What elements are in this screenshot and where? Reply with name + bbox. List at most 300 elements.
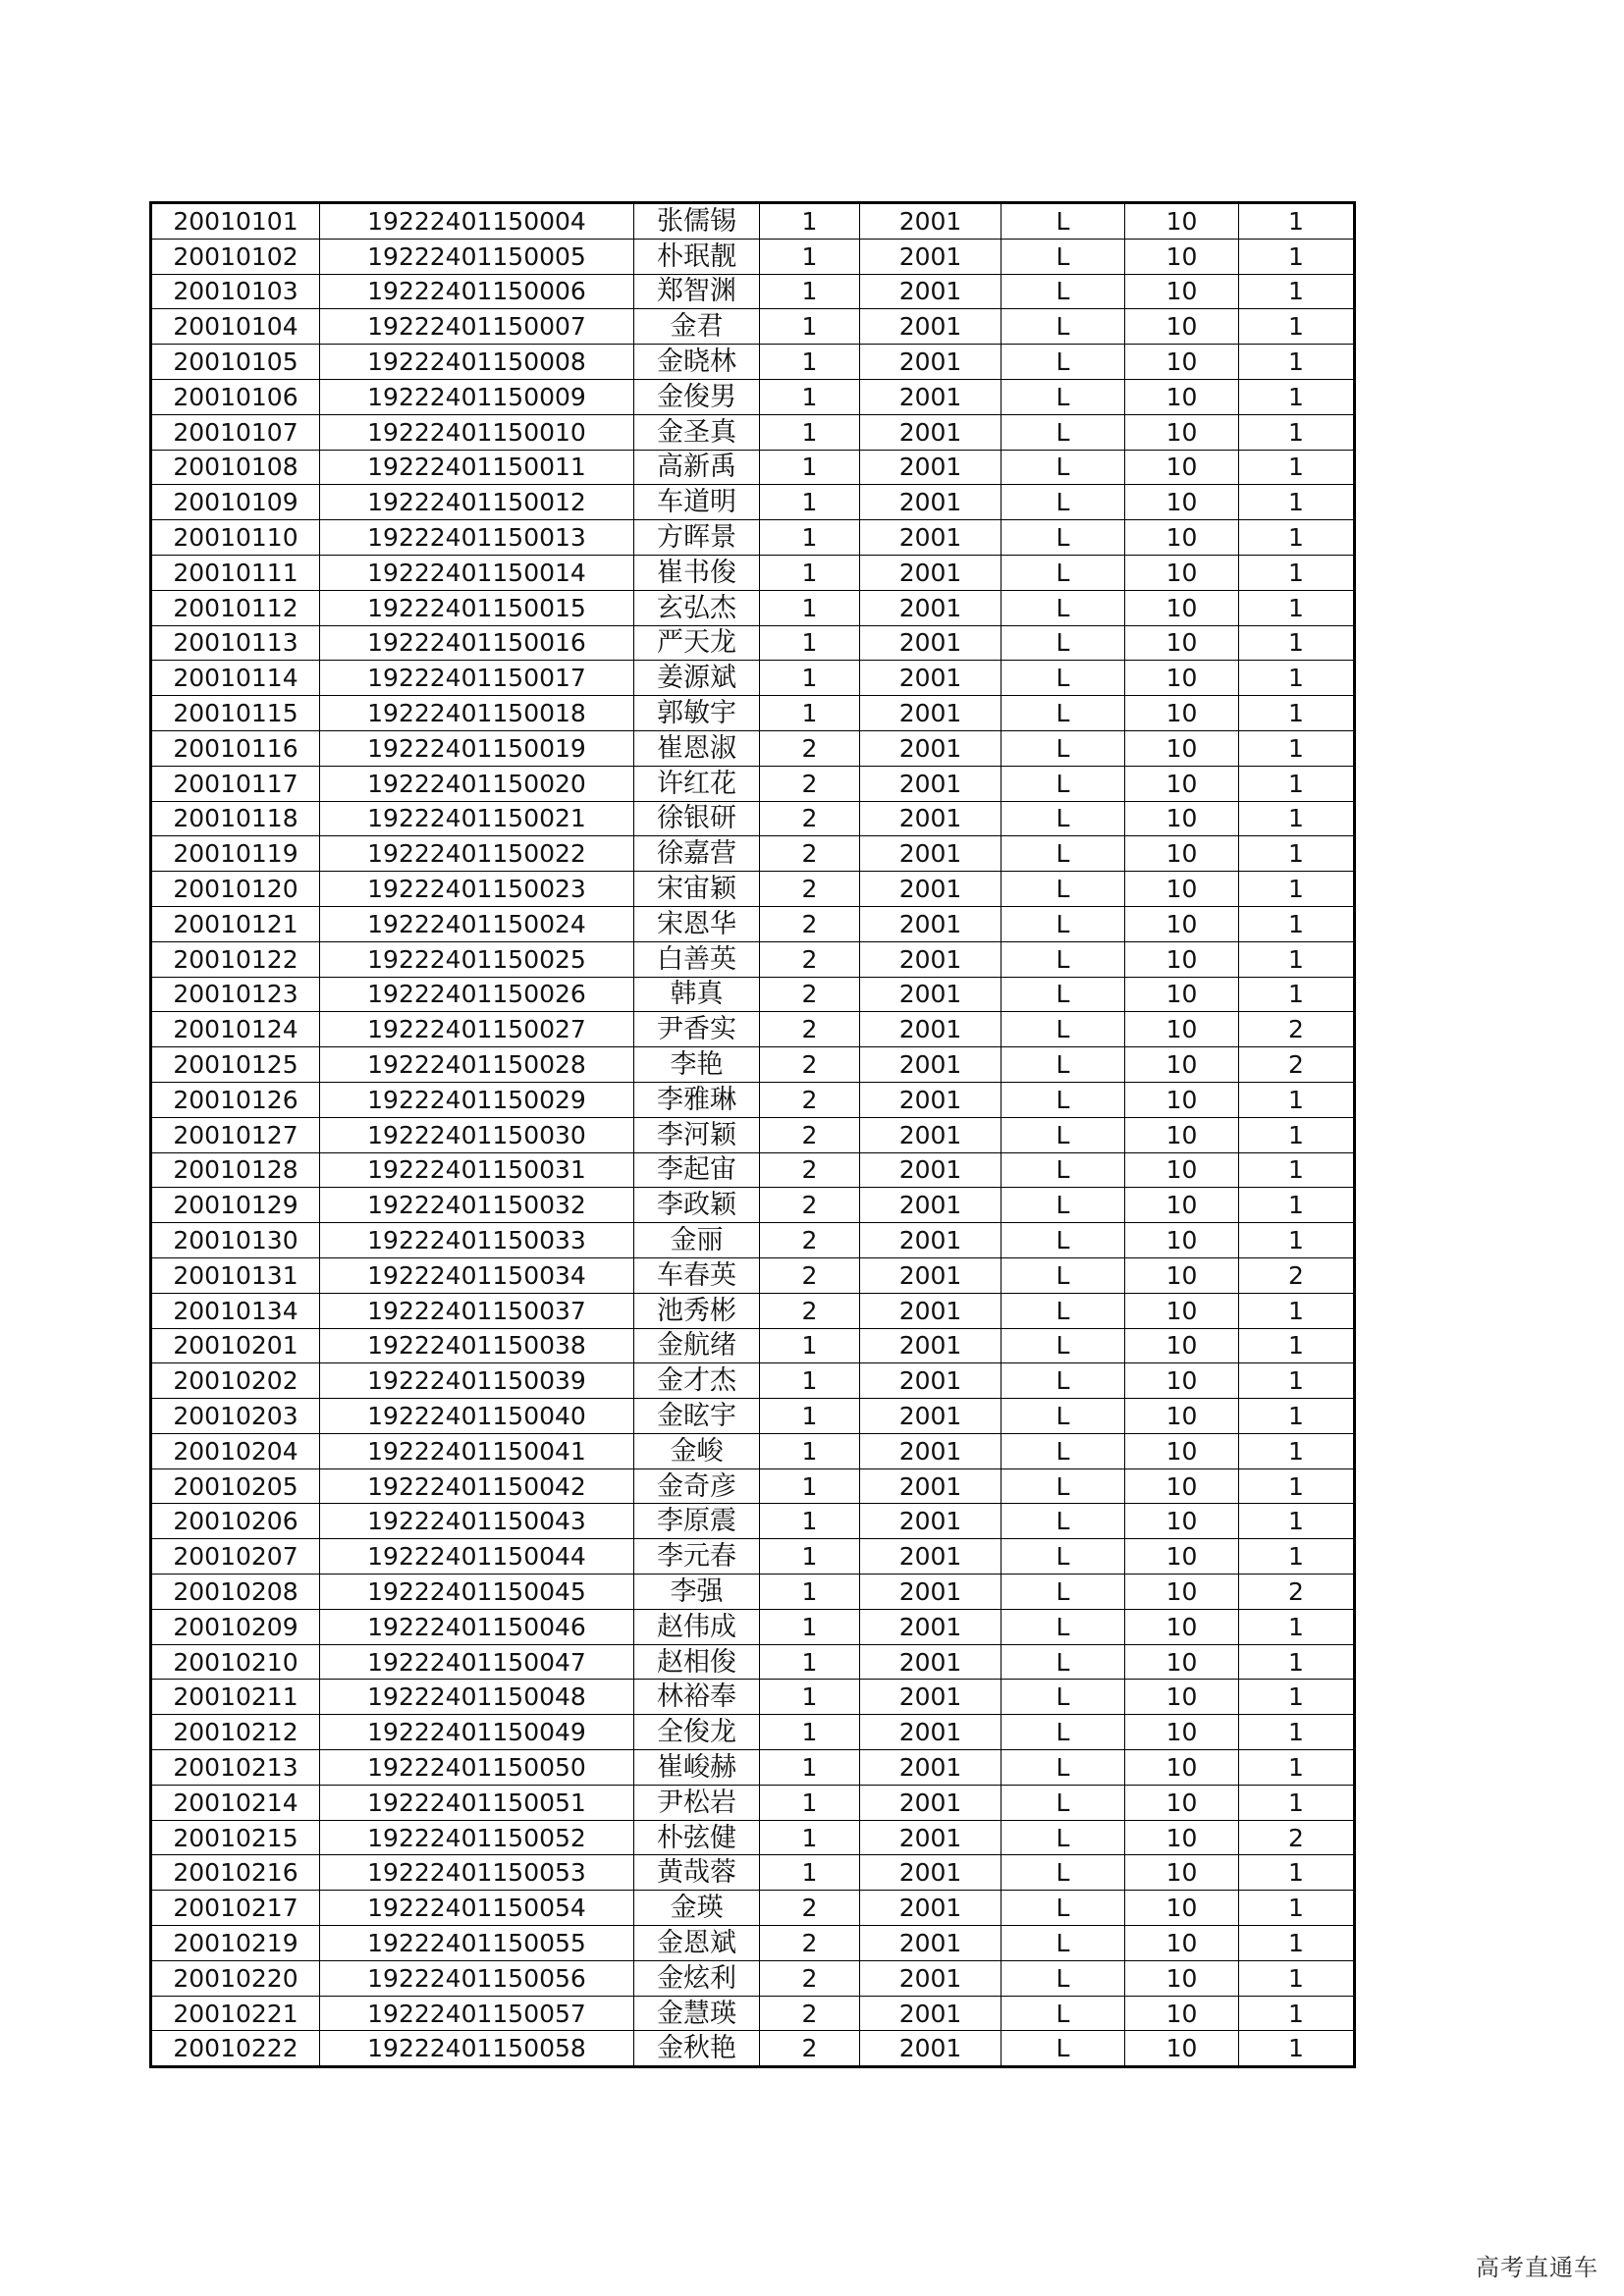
table-row <box>151 1855 1355 1891</box>
exam-number-cell: 20010206 <box>151 1504 320 1539</box>
code-cell: 2001 <box>860 274 1001 309</box>
exam-number-cell: 20010104 <box>151 309 320 345</box>
code-cell: 2001 <box>860 414 1001 450</box>
name-cell: 金航绪 <box>634 1328 760 1363</box>
level-cell: 1 <box>1239 625 1355 661</box>
category-cell: 1 <box>760 450 860 485</box>
code-cell: 2001 <box>860 1152 1001 1188</box>
name-cell: 宋恩华 <box>634 906 760 941</box>
score-cell: 10 <box>1125 1433 1239 1468</box>
type-cell: L <box>1001 239 1125 274</box>
type-cell: L <box>1001 450 1125 485</box>
level-cell: 1 <box>1239 872 1355 907</box>
type-cell: L <box>1001 730 1125 766</box>
exam-number-cell: 20010101 <box>151 203 320 240</box>
level-cell: 1 <box>1239 1223 1355 1258</box>
registration-id-cell: 19222401150015 <box>320 590 634 625</box>
name-cell: 金炫利 <box>634 1960 760 1996</box>
type-cell: L <box>1001 1328 1125 1363</box>
table-row <box>151 345 1355 380</box>
level-cell: 1 <box>1239 1926 1355 1961</box>
code-cell: 2001 <box>860 345 1001 380</box>
code-cell: 2001 <box>860 941 1001 977</box>
table-row <box>151 872 1355 907</box>
level-cell: 2 <box>1239 1820 1355 1855</box>
code-cell: 2001 <box>860 1117 1001 1152</box>
score-cell: 10 <box>1125 1082 1239 1117</box>
table-row <box>151 1996 1355 2031</box>
code-cell: 2001 <box>860 1609 1001 1644</box>
type-cell: L <box>1001 1680 1125 1715</box>
category-cell: 2 <box>760 1293 860 1328</box>
name-cell: 池秀彬 <box>634 1293 760 1328</box>
category-cell: 1 <box>760 274 860 309</box>
type-cell: L <box>1001 625 1125 661</box>
table-row <box>151 309 1355 345</box>
exam-number-cell: 20010219 <box>151 1926 320 1961</box>
code-cell: 2001 <box>860 625 1001 661</box>
type-cell: L <box>1001 555 1125 590</box>
score-cell: 10 <box>1125 1891 1239 1926</box>
category-cell: 2 <box>760 906 860 941</box>
level-cell: 1 <box>1239 309 1355 345</box>
exam-number-cell: 20010106 <box>151 379 320 414</box>
type-cell: L <box>1001 1539 1125 1575</box>
score-cell: 10 <box>1125 977 1239 1012</box>
table-row <box>151 696 1355 731</box>
score-cell: 10 <box>1125 1820 1239 1855</box>
score-cell: 10 <box>1125 1468 1239 1504</box>
code-cell: 2001 <box>860 590 1001 625</box>
category-cell: 1 <box>760 1328 860 1363</box>
category-cell: 1 <box>760 1363 860 1399</box>
name-cell: 赵伟成 <box>634 1609 760 1644</box>
score-cell: 10 <box>1125 872 1239 907</box>
score-cell: 10 <box>1125 1715 1239 1750</box>
score-cell: 10 <box>1125 1293 1239 1328</box>
score-cell: 10 <box>1125 203 1239 240</box>
registration-id-cell: 19222401150026 <box>320 977 634 1012</box>
exam-number-cell: 20010116 <box>151 730 320 766</box>
code-cell: 2001 <box>860 836 1001 872</box>
name-cell: 金瑛 <box>634 1891 760 1926</box>
exam-number-cell: 20010124 <box>151 1012 320 1047</box>
level-cell: 1 <box>1239 696 1355 731</box>
code-cell: 2001 <box>860 1785 1001 1820</box>
registration-id-cell: 19222401150021 <box>320 801 634 836</box>
category-cell: 1 <box>760 1468 860 1504</box>
name-cell: 李政颖 <box>634 1188 760 1223</box>
table-row <box>151 414 1355 450</box>
score-cell: 10 <box>1125 309 1239 345</box>
category-cell: 2 <box>760 2031 860 2067</box>
registration-id-cell: 19222401150034 <box>320 1257 634 1293</box>
table-row <box>151 1152 1355 1188</box>
table-row <box>151 1504 1355 1539</box>
level-cell: 1 <box>1239 661 1355 696</box>
exam-number-cell: 20010107 <box>151 414 320 450</box>
score-cell: 10 <box>1125 661 1239 696</box>
type-cell: L <box>1001 1152 1125 1188</box>
level-cell: 1 <box>1239 1293 1355 1328</box>
code-cell: 2001 <box>860 1820 1001 1855</box>
table-row <box>151 1012 1355 1047</box>
code-cell: 2001 <box>860 1328 1001 1363</box>
registration-id-cell: 19222401150008 <box>320 345 634 380</box>
score-cell: 10 <box>1125 1399 1239 1434</box>
score-cell: 10 <box>1125 696 1239 731</box>
score-cell: 10 <box>1125 836 1239 872</box>
exam-number-cell: 20010211 <box>151 1680 320 1715</box>
type-cell: L <box>1001 1468 1125 1504</box>
score-cell: 10 <box>1125 1785 1239 1820</box>
type-cell: L <box>1001 1855 1125 1891</box>
registration-id-cell: 19222401150020 <box>320 766 634 801</box>
score-cell: 10 <box>1125 625 1239 661</box>
code-cell: 2001 <box>860 977 1001 1012</box>
category-cell: 2 <box>760 1012 860 1047</box>
table-row <box>151 1047 1355 1083</box>
exam-number-cell: 20010220 <box>151 1960 320 1996</box>
level-cell: 2 <box>1239 1257 1355 1293</box>
registration-id-cell: 19222401150005 <box>320 239 634 274</box>
registration-id-cell: 19222401150032 <box>320 1188 634 1223</box>
exam-number-cell: 20010217 <box>151 1891 320 1926</box>
code-cell: 2001 <box>860 1926 1001 1961</box>
type-cell: L <box>1001 1117 1125 1152</box>
name-cell: 李原震 <box>634 1504 760 1539</box>
level-cell: 2 <box>1239 1012 1355 1047</box>
name-cell: 金丽 <box>634 1223 760 1258</box>
type-cell: L <box>1001 485 1125 520</box>
name-cell: 李艳 <box>634 1047 760 1083</box>
table-row <box>151 1082 1355 1117</box>
registration-id-cell: 19222401150017 <box>320 661 634 696</box>
category-cell: 1 <box>760 345 860 380</box>
category-cell: 2 <box>760 1926 860 1961</box>
score-cell: 10 <box>1125 1996 1239 2031</box>
level-cell: 1 <box>1239 345 1355 380</box>
name-cell: 金圣真 <box>634 414 760 450</box>
code-cell: 2001 <box>860 1715 1001 1750</box>
exam-number-cell: 20010122 <box>151 941 320 977</box>
category-cell: 1 <box>760 414 860 450</box>
name-cell: 金晓林 <box>634 345 760 380</box>
score-cell: 10 <box>1125 1539 1239 1575</box>
table-row <box>151 1715 1355 1750</box>
registration-id-cell: 19222401150028 <box>320 1047 634 1083</box>
registration-id-cell: 19222401150038 <box>320 1328 634 1363</box>
table-row <box>151 1468 1355 1504</box>
name-cell: 崔峻赫 <box>634 1750 760 1786</box>
category-cell: 2 <box>760 1996 860 2031</box>
level-cell: 1 <box>1239 450 1355 485</box>
code-cell: 2001 <box>860 1960 1001 1996</box>
code-cell: 2001 <box>860 1257 1001 1293</box>
level-cell: 1 <box>1239 836 1355 872</box>
score-cell: 10 <box>1125 485 1239 520</box>
type-cell: L <box>1001 1047 1125 1083</box>
table-row <box>151 1188 1355 1223</box>
score-cell: 10 <box>1125 730 1239 766</box>
name-cell: 徐嘉营 <box>634 836 760 872</box>
level-cell: 1 <box>1239 1539 1355 1575</box>
registration-id-cell: 19222401150055 <box>320 1926 634 1961</box>
table-row <box>151 1609 1355 1644</box>
exam-number-cell: 20010222 <box>151 2031 320 2067</box>
student-table <box>149 201 1356 2068</box>
code-cell: 2001 <box>860 1012 1001 1047</box>
exam-number-cell: 20010111 <box>151 555 320 590</box>
registration-id-cell: 19222401150014 <box>320 555 634 590</box>
level-cell: 1 <box>1239 977 1355 1012</box>
exam-number-cell: 20010212 <box>151 1715 320 1750</box>
category-cell: 1 <box>760 203 860 240</box>
registration-id-cell: 19222401150050 <box>320 1750 634 1786</box>
exam-number-cell: 20010112 <box>151 590 320 625</box>
name-cell: 全俊龙 <box>634 1715 760 1750</box>
category-cell: 2 <box>760 1891 860 1926</box>
type-cell: L <box>1001 1188 1125 1223</box>
type-cell: L <box>1001 836 1125 872</box>
score-cell: 10 <box>1125 345 1239 380</box>
name-cell: 赵相俊 <box>634 1644 760 1680</box>
level-cell: 1 <box>1239 1188 1355 1223</box>
code-cell: 2001 <box>860 485 1001 520</box>
exam-number-cell: 20010129 <box>151 1188 320 1223</box>
name-cell: 郭敏宇 <box>634 696 760 731</box>
code-cell: 2001 <box>860 1750 1001 1786</box>
registration-id-cell: 19222401150012 <box>320 485 634 520</box>
exam-number-cell: 20010216 <box>151 1855 320 1891</box>
exam-number-cell: 20010117 <box>151 766 320 801</box>
type-cell: L <box>1001 1257 1125 1293</box>
score-cell: 10 <box>1125 1363 1239 1399</box>
level-cell: 1 <box>1239 1855 1355 1891</box>
table-row <box>151 1363 1355 1399</box>
code-cell: 2001 <box>860 379 1001 414</box>
type-cell: L <box>1001 1012 1125 1047</box>
watermark-text: 高考直通车 <box>1476 2254 1598 2281</box>
registration-id-cell: 19222401150007 <box>320 309 634 345</box>
category-cell: 2 <box>760 766 860 801</box>
level-cell: 1 <box>1239 485 1355 520</box>
exam-number-cell: 20010113 <box>151 625 320 661</box>
level-cell: 1 <box>1239 1468 1355 1504</box>
score-cell: 10 <box>1125 555 1239 590</box>
name-cell: 张儒锡 <box>634 203 760 240</box>
name-cell: 李元春 <box>634 1539 760 1575</box>
registration-id-cell: 19222401150037 <box>320 1293 634 1328</box>
level-cell: 1 <box>1239 1960 1355 1996</box>
exam-number-cell: 20010205 <box>151 1468 320 1504</box>
type-cell: L <box>1001 906 1125 941</box>
exam-number-cell: 20010134 <box>151 1293 320 1328</box>
code-cell: 2001 <box>860 1082 1001 1117</box>
registration-id-cell: 19222401150018 <box>320 696 634 731</box>
name-cell: 方晖景 <box>634 520 760 556</box>
type-cell: L <box>1001 379 1125 414</box>
code-cell: 2001 <box>860 766 1001 801</box>
level-cell: 1 <box>1239 1750 1355 1786</box>
category-cell: 1 <box>760 1820 860 1855</box>
type-cell: L <box>1001 2031 1125 2067</box>
category-cell: 1 <box>760 625 860 661</box>
table-row <box>151 1328 1355 1363</box>
table-row <box>151 1223 1355 1258</box>
registration-id-cell: 19222401150043 <box>320 1504 634 1539</box>
code-cell: 2001 <box>860 1188 1001 1223</box>
category-cell: 1 <box>760 239 860 274</box>
score-cell: 10 <box>1125 1609 1239 1644</box>
level-cell: 2 <box>1239 1047 1355 1083</box>
code-cell: 2001 <box>860 1433 1001 1468</box>
registration-id-cell: 19222401150022 <box>320 836 634 872</box>
code-cell: 2001 <box>860 239 1001 274</box>
level-cell: 1 <box>1239 1609 1355 1644</box>
type-cell: L <box>1001 345 1125 380</box>
name-cell: 车春英 <box>634 1257 760 1293</box>
type-cell: L <box>1001 1960 1125 1996</box>
registration-id-cell: 19222401150048 <box>320 1680 634 1715</box>
code-cell: 2001 <box>860 309 1001 345</box>
registration-id-cell: 19222401150042 <box>320 1468 634 1504</box>
exam-number-cell: 20010201 <box>151 1328 320 1363</box>
type-cell: L <box>1001 1433 1125 1468</box>
type-cell: L <box>1001 1926 1125 1961</box>
type-cell: L <box>1001 309 1125 345</box>
table-row <box>151 941 1355 977</box>
category-cell: 2 <box>760 1960 860 1996</box>
exam-number-cell: 20010120 <box>151 872 320 907</box>
table-row <box>151 801 1355 836</box>
table-row <box>151 1960 1355 1996</box>
type-cell: L <box>1001 1575 1125 1610</box>
name-cell: 白善英 <box>634 941 760 977</box>
score-cell: 10 <box>1125 1926 1239 1961</box>
code-cell: 2001 <box>860 1399 1001 1434</box>
registration-id-cell: 19222401150041 <box>320 1433 634 1468</box>
code-cell: 2001 <box>860 1855 1001 1891</box>
score-cell: 10 <box>1125 906 1239 941</box>
level-cell: 1 <box>1239 203 1355 240</box>
category-cell: 1 <box>760 1609 860 1644</box>
table-row <box>151 379 1355 414</box>
score-cell: 10 <box>1125 520 1239 556</box>
category-cell: 2 <box>760 836 860 872</box>
table-row <box>151 555 1355 590</box>
registration-id-cell: 19222401150024 <box>320 906 634 941</box>
type-cell: L <box>1001 872 1125 907</box>
exam-number-cell: 20010126 <box>151 1082 320 1117</box>
level-cell: 1 <box>1239 941 1355 977</box>
registration-id-cell: 19222401150025 <box>320 941 634 977</box>
category-cell: 1 <box>760 555 860 590</box>
code-cell: 2001 <box>860 1223 1001 1258</box>
code-cell: 2001 <box>860 555 1001 590</box>
score-cell: 10 <box>1125 1680 1239 1715</box>
code-cell: 2001 <box>860 520 1001 556</box>
score-cell: 10 <box>1125 1504 1239 1539</box>
table-row <box>151 2031 1355 2067</box>
category-cell: 1 <box>760 1539 860 1575</box>
table-row <box>151 1785 1355 1820</box>
type-cell: L <box>1001 590 1125 625</box>
table-row <box>151 1680 1355 1715</box>
name-cell: 金才杰 <box>634 1363 760 1399</box>
type-cell: L <box>1001 1996 1125 2031</box>
type-cell: L <box>1001 801 1125 836</box>
exam-number-cell: 20010202 <box>151 1363 320 1399</box>
category-cell: 2 <box>760 1188 860 1223</box>
exam-number-cell: 20010103 <box>151 274 320 309</box>
table-row <box>151 836 1355 872</box>
level-cell: 1 <box>1239 274 1355 309</box>
table-row <box>151 1539 1355 1575</box>
category-cell: 2 <box>760 1152 860 1188</box>
level-cell: 1 <box>1239 1504 1355 1539</box>
exam-number-cell: 20010115 <box>151 696 320 731</box>
name-cell: 崔恩淑 <box>634 730 760 766</box>
exam-number-cell: 20010210 <box>151 1644 320 1680</box>
level-cell: 1 <box>1239 1328 1355 1363</box>
name-cell: 玄弘杰 <box>634 590 760 625</box>
table-row <box>151 906 1355 941</box>
level-cell: 1 <box>1239 1996 1355 2031</box>
category-cell: 2 <box>760 1117 860 1152</box>
level-cell: 1 <box>1239 239 1355 274</box>
registration-id-cell: 19222401150047 <box>320 1644 634 1680</box>
type-cell: L <box>1001 1082 1125 1117</box>
exam-number-cell: 20010108 <box>151 450 320 485</box>
registration-id-cell: 19222401150006 <box>320 274 634 309</box>
exam-number-cell: 20010215 <box>151 1820 320 1855</box>
exam-number-cell: 20010119 <box>151 836 320 872</box>
registration-id-cell: 19222401150057 <box>320 1996 634 2031</box>
category-cell: 1 <box>760 661 860 696</box>
level-cell: 1 <box>1239 1891 1355 1926</box>
table-row <box>151 1293 1355 1328</box>
category-cell: 1 <box>760 1855 860 1891</box>
type-cell: L <box>1001 274 1125 309</box>
name-cell: 李起宙 <box>634 1152 760 1188</box>
type-cell: L <box>1001 414 1125 450</box>
category-cell: 2 <box>760 1223 860 1258</box>
score-cell: 10 <box>1125 1257 1239 1293</box>
registration-id-cell: 19222401150030 <box>320 1117 634 1152</box>
level-cell: 1 <box>1239 1117 1355 1152</box>
registration-id-cell: 19222401150019 <box>320 730 634 766</box>
level-cell: 1 <box>1239 520 1355 556</box>
score-cell: 10 <box>1125 1644 1239 1680</box>
level-cell: 1 <box>1239 906 1355 941</box>
registration-id-cell: 19222401150044 <box>320 1539 634 1575</box>
code-cell: 2001 <box>860 1363 1001 1399</box>
type-cell: L <box>1001 1223 1125 1258</box>
name-cell: 李河颖 <box>634 1117 760 1152</box>
score-cell: 10 <box>1125 274 1239 309</box>
registration-id-cell: 19222401150004 <box>320 203 634 240</box>
registration-id-cell: 19222401150045 <box>320 1575 634 1610</box>
category-cell: 1 <box>760 696 860 731</box>
code-cell: 2001 <box>860 450 1001 485</box>
exam-number-cell: 20010114 <box>151 661 320 696</box>
code-cell: 2001 <box>860 1293 1001 1328</box>
category-cell: 1 <box>760 379 860 414</box>
exam-number-cell: 20010213 <box>151 1750 320 1786</box>
level-cell: 1 <box>1239 1433 1355 1468</box>
level-cell: 2 <box>1239 1575 1355 1610</box>
